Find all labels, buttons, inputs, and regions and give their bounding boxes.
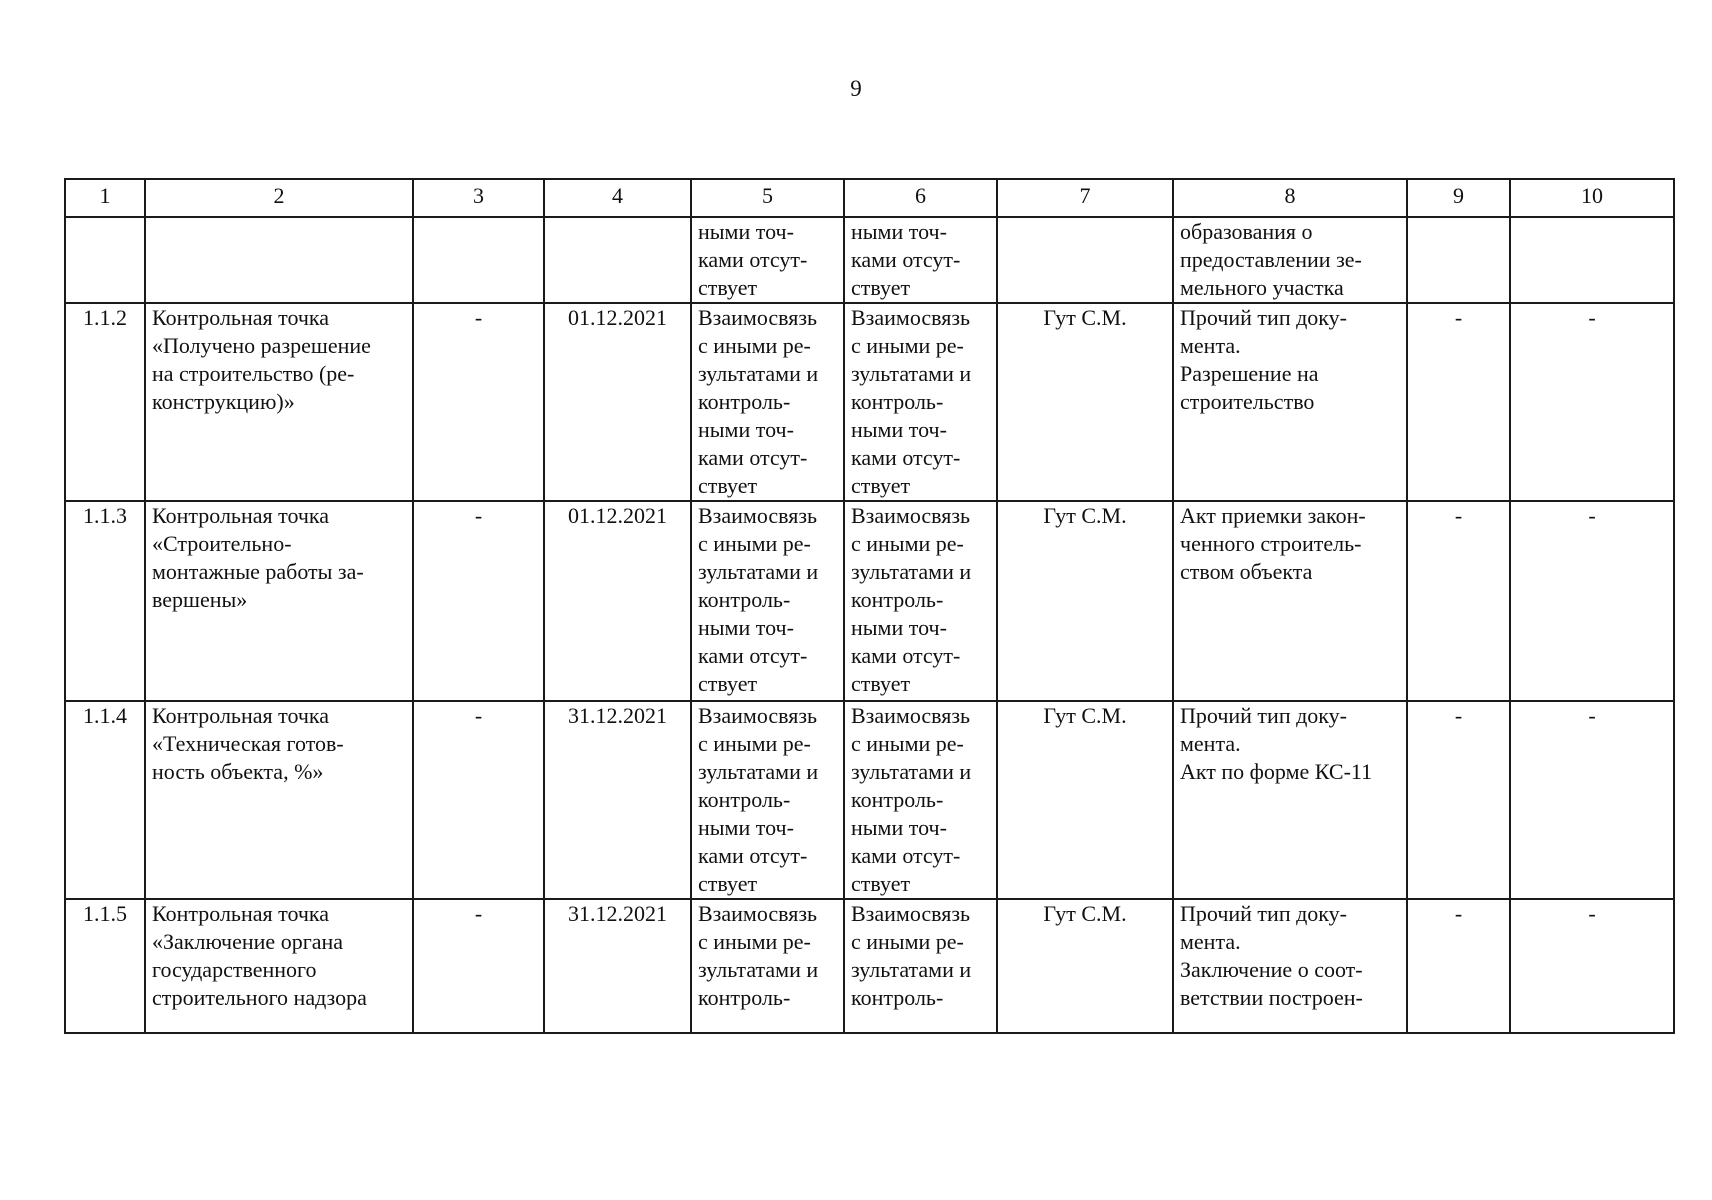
row-number: [65, 217, 145, 303]
column-header: 2: [145, 179, 413, 217]
cell-col10: [1510, 217, 1674, 303]
document-type: Прочий тип доку- мента. Акт по форме КС-11: [1173, 701, 1407, 899]
cell-col3: [413, 217, 544, 303]
column-header: 1: [65, 179, 145, 217]
due-date: 01.12.2021: [544, 303, 691, 501]
cell-col3: -: [413, 701, 544, 899]
row-number: 1.1.4: [65, 701, 145, 899]
cell-col9: -: [1407, 303, 1510, 501]
table-row: [65, 899, 1674, 1033]
column-header: 9: [1407, 179, 1510, 217]
responsible-person: Гут С.М.: [997, 701, 1173, 899]
control-point-name: [145, 217, 413, 303]
document-type: образования о предоставлении зе- мельного участка: [1173, 217, 1407, 303]
table-row: [65, 501, 1674, 701]
control-point-name: Контрольная точка «Получено разрешение на строительство (ре- конструкцию)»: [145, 303, 413, 501]
row-number: 1.1.3: [65, 501, 145, 701]
cell-col10: -: [1510, 501, 1674, 701]
column-header: 8: [1173, 179, 1407, 217]
table-row: [65, 303, 1674, 501]
control-point-name: Контрольная точка «Строительно- монтажные работы за- вершены»: [145, 501, 413, 701]
cell-col9: [1407, 217, 1510, 303]
document-type: Прочий тип доку- мента. Разрешение на строительство: [1173, 303, 1407, 501]
document-type: Акт приемки закон- ченного строитель- ством объекта: [1173, 501, 1407, 701]
responsible-person: Гут С.М.: [997, 303, 1173, 501]
responsible-person: Гут С.М.: [997, 899, 1173, 1033]
cell-col10: -: [1510, 899, 1674, 1033]
column-header: 10: [1510, 179, 1674, 217]
page-number: 9: [850, 76, 862, 101]
column-header: 7: [997, 179, 1173, 217]
cell-col6: Взаимосвязь с иными ре- зультатами и контроль- ными точ- ками отсут- ствует: [844, 501, 997, 701]
cell-col5: Взаимосвязь с иными ре- зультатами и контроль-: [691, 899, 844, 1033]
due-date: 31.12.2021: [544, 899, 691, 1033]
column-header: 4: [544, 179, 691, 217]
cell-col5: ными точ- ками отсут- ствует: [691, 217, 844, 303]
due-date: 31.12.2021: [544, 701, 691, 899]
cell-col3: -: [413, 899, 544, 1033]
cell-col10: -: [1510, 303, 1674, 501]
header-row: [65, 179, 1674, 217]
due-date: 01.12.2021: [544, 501, 691, 701]
table-row: [65, 701, 1674, 899]
document-type: Прочий тип доку- мента. Заключение о соот- ветствии построен-: [1173, 899, 1407, 1033]
cell-col3: -: [413, 303, 544, 501]
responsible-person: [997, 217, 1173, 303]
control-points-table: [64, 178, 1675, 1034]
cell-col6: ными точ- ками отсут- ствует: [844, 217, 997, 303]
responsible-person: Гут С.М.: [997, 501, 1173, 701]
due-date: [544, 217, 691, 303]
cell-col6: Взаимосвязь с иными ре- зультатами и контроль- ными точ- ками отсут- ствует: [844, 303, 997, 501]
table-row: [65, 217, 1674, 303]
cell-col9: -: [1407, 899, 1510, 1033]
control-point-name: Контрольная точка «Заключение органа государственного строительного надзора: [145, 899, 413, 1033]
cell-col9: -: [1407, 701, 1510, 899]
cell-col10: -: [1510, 701, 1674, 899]
cell-col5: Взаимосвязь с иными ре- зультатами и контроль- ными точ- ками отсут- ствует: [691, 303, 844, 501]
row-number: 1.1.2: [65, 303, 145, 501]
control-point-name: Контрольная точка «Техническая готов- ность объекта, %»: [145, 701, 413, 899]
column-header: 6: [844, 179, 997, 217]
cell-col6: Взаимосвязь с иными ре- зультатами и контроль-: [844, 899, 997, 1033]
row-number: 1.1.5: [65, 899, 145, 1033]
cell-col6: Взаимосвязь с иными ре- зультатами и контроль- ными точ- ками отсут- ствует: [844, 701, 997, 899]
cell-col9: -: [1407, 501, 1510, 701]
column-header: 3: [413, 179, 544, 217]
cell-col3: -: [413, 501, 544, 701]
column-header: 5: [691, 179, 844, 217]
cell-col5: Взаимосвязь с иными ре- зультатами и контроль- ными точ- ками отсут- ствует: [691, 701, 844, 899]
cell-col5: Взаимосвязь с иными ре- зультатами и контроль- ными точ- ками отсут- ствует: [691, 501, 844, 701]
